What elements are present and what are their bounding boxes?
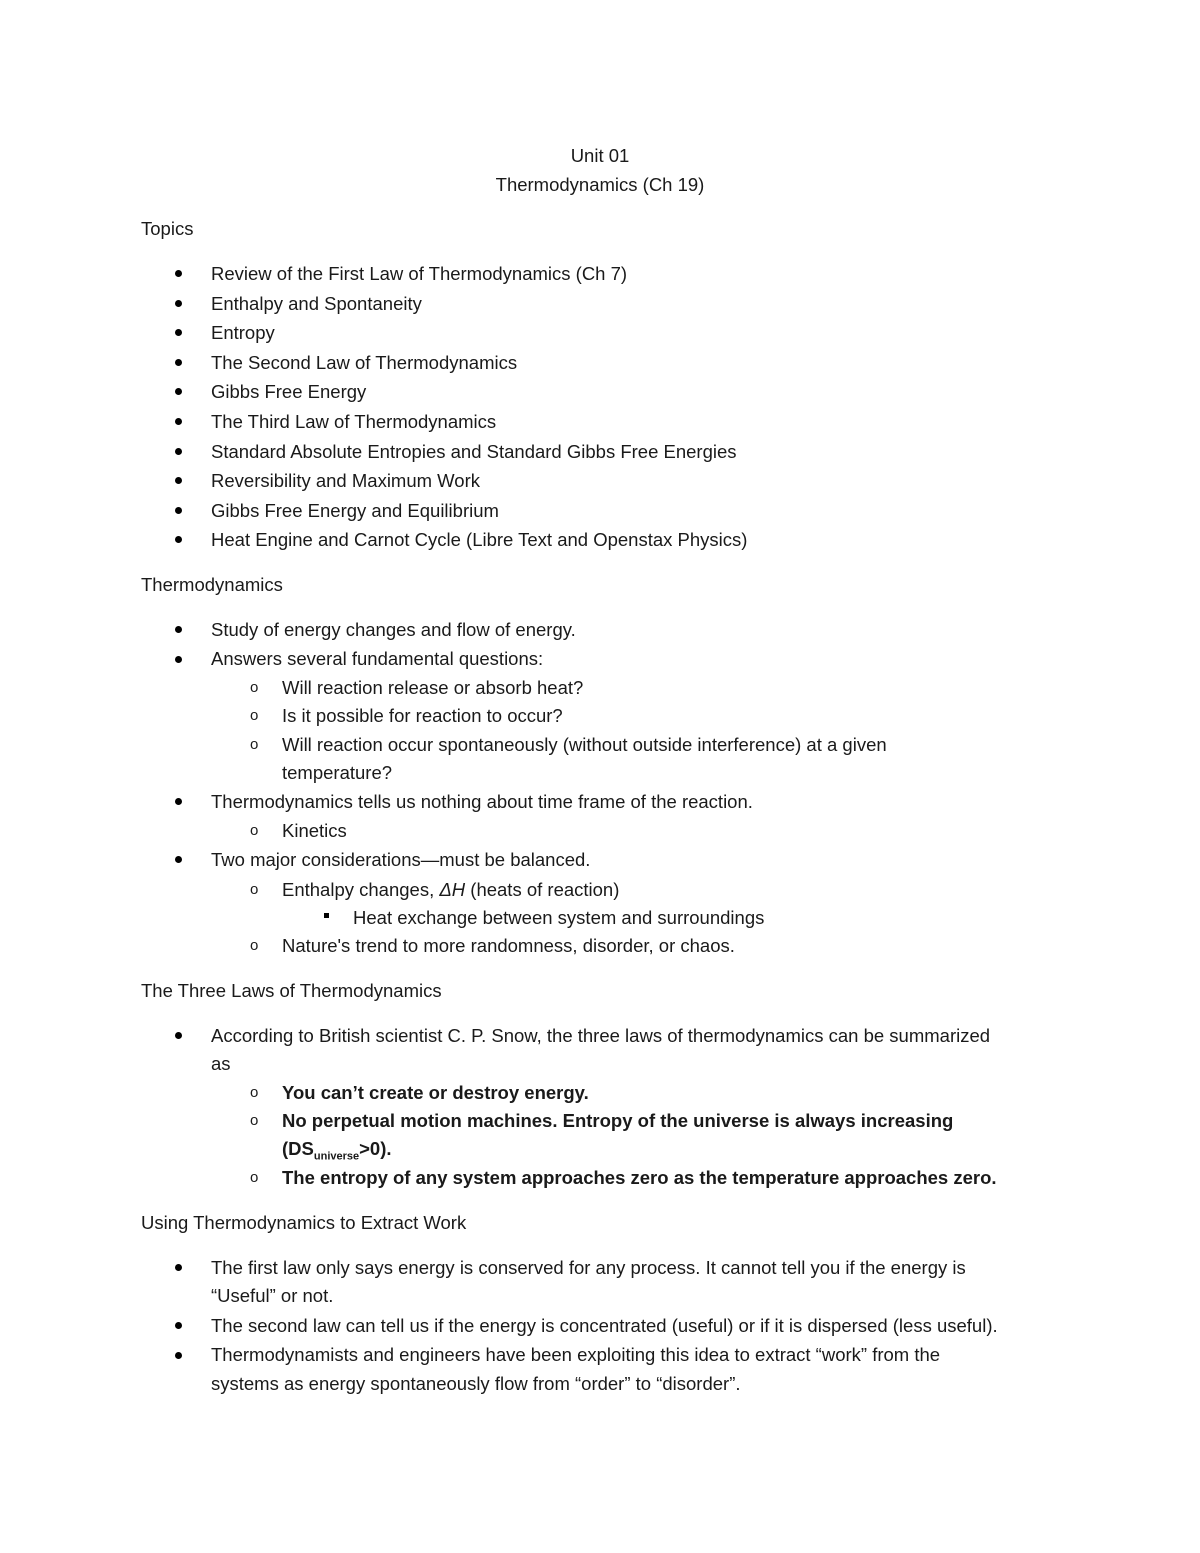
list-item: Entropy — [211, 322, 275, 343]
bullet-icon — [175, 477, 182, 484]
list-subitem: Nature's trend to more randomness, disorder, or chaos. — [282, 935, 735, 956]
law-2-continuation — [282, 1134, 392, 1163]
law-2: No perpetual motion machines. Entropy of the universe is always increasing — [282, 1110, 954, 1131]
circle-bullet-icon: o — [250, 822, 259, 839]
circle-bullet-icon: o — [250, 937, 259, 954]
list-item: Thermodynamists and engineers have been exploiting this idea to extract “work” from the — [211, 1344, 941, 1365]
page-title: Unit 01 — [570, 145, 630, 166]
list-item: The Third Law of Thermodynamics — [211, 411, 497, 432]
list-item: Enthalpy and Spontaneity — [211, 293, 422, 314]
delta-h-symbol: ΔH — [439, 879, 466, 900]
bullet-icon — [175, 359, 182, 366]
circle-bullet-icon: o — [250, 679, 259, 696]
enthalpy-text-tail: (heats of reaction) — [465, 879, 620, 900]
law-3: The entropy of any system approaches zero as the temperature approaches zero. — [282, 1167, 997, 1188]
list-item: Gibbs Free Energy and Equilibrium — [211, 500, 499, 521]
list-item: The first law only says energy is conserved for any process. It cannot tell you if the energy is — [211, 1257, 966, 1278]
list-item: The Second Law of Thermodynamics — [211, 352, 518, 373]
bullet-icon — [175, 1352, 182, 1359]
page-subtitle: Thermodynamics (Ch 19) — [495, 174, 705, 195]
list-item: Gibbs Free Energy — [211, 381, 367, 402]
list-item-continuation: “Useful” or not. — [211, 1285, 334, 1306]
bullet-icon — [175, 388, 182, 395]
list-item: The second law can tell us if the energy is concentrated (useful) or if it is dispersed (less useful). — [211, 1315, 998, 1336]
list-item: Answers several fundamental questions: — [211, 648, 544, 669]
list-item: Standard Absolute Entropies and Standard Gibbs Free Energies — [211, 441, 737, 462]
circle-bullet-icon: o — [250, 1169, 259, 1186]
list-subsubitem: Heat exchange between system and surroundings — [353, 907, 765, 928]
bullet-icon — [175, 626, 182, 633]
bullet-icon — [175, 329, 182, 336]
bullet-icon — [175, 1032, 182, 1039]
list-item: Review of the First Law of Thermodynamics (Ch 7) — [211, 263, 628, 284]
list-item: Heat Engine and Carnot Cycle (Libre Text and Openstax Physics) — [211, 529, 748, 550]
square-bullet-icon — [324, 913, 329, 918]
bullet-icon — [175, 507, 182, 514]
bullet-icon — [175, 856, 182, 863]
section-heading-extract-work: Using Thermodynamics to Extract Work — [141, 1212, 467, 1233]
list-item: Two major considerations—must be balanced. — [211, 849, 591, 870]
circle-bullet-icon: o — [250, 1084, 259, 1101]
law-1: You can’t create or destroy energy. — [282, 1082, 589, 1103]
bullet-icon — [175, 656, 182, 663]
law-2-subscript: universe — [313, 1150, 360, 1163]
list-item-continuation: systems as energy spontaneously flow from “order” to “disorder”. — [211, 1373, 741, 1394]
bullet-icon — [175, 536, 182, 543]
list-item: Thermodynamics tells us nothing about time frame of the reaction. — [211, 791, 753, 812]
section-heading-three-laws: The Three Laws of Thermodynamics — [141, 980, 442, 1001]
bullet-icon — [175, 1264, 182, 1271]
list-item: Study of energy changes and flow of energy. — [211, 619, 576, 640]
list-subitem: Is it possible for reaction to occur? — [282, 705, 563, 726]
list-item-continuation: as — [211, 1053, 231, 1074]
bullet-icon — [175, 448, 182, 455]
circle-bullet-icon: o — [250, 707, 259, 724]
list-subitem — [282, 875, 619, 904]
law-2-suffix: >0). — [359, 1138, 392, 1159]
bullet-icon — [175, 1322, 182, 1329]
circle-bullet-icon: o — [250, 1112, 259, 1129]
circle-bullet-icon: o — [250, 736, 259, 753]
circle-bullet-icon: o — [250, 881, 259, 898]
bullet-icon — [175, 270, 182, 277]
list-subitem: Kinetics — [282, 820, 347, 841]
bullet-icon — [175, 300, 182, 307]
list-item: According to British scientist C. P. Snow, the three laws of thermodynamics can be summarized — [211, 1025, 991, 1046]
bullet-icon — [175, 418, 182, 425]
list-subitem: Will reaction release or absorb heat? — [282, 677, 584, 698]
bullet-icon — [175, 798, 182, 805]
section-heading-topics: Topics — [141, 218, 194, 239]
section-heading-thermodynamics: Thermodynamics — [141, 574, 283, 595]
law-2-prefix: (DS — [282, 1138, 314, 1159]
list-subitem: Will reaction occur spontaneously (without outside interference) at a given — [282, 734, 887, 755]
list-subitem-continuation: temperature? — [282, 762, 393, 783]
enthalpy-text: Enthalpy changes, — [282, 879, 440, 900]
list-item: Reversibility and Maximum Work — [211, 470, 480, 491]
